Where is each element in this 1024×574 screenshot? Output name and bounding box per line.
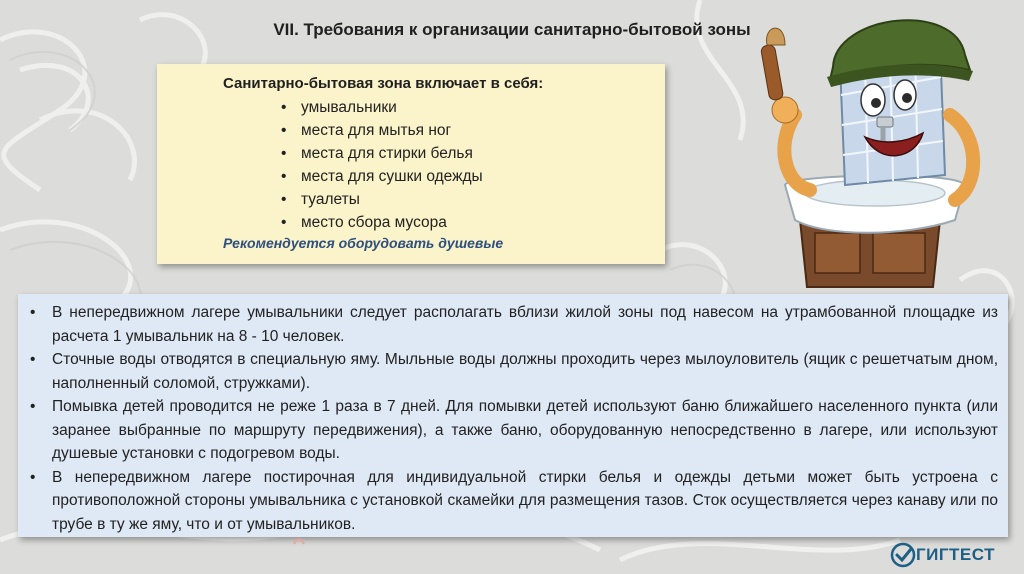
list-item: • места для стирки белья: [281, 145, 473, 162]
washbasin-mascot-illustration: [755, 5, 990, 295]
list-item: • место сбора мусора: [281, 214, 447, 231]
list-item: • туалеты: [281, 191, 360, 208]
list-item: • Сточные воды отводятся в специальную яму. Мыльные воды должны проходить через мылоуловитель (ящик с решетчатым дном, наполненный соломой, стружками).: [30, 351, 998, 392]
zone-list: [223, 96, 665, 234]
slide-title: VII. Требования к организации санитарно-бытовой зоны: [273, 20, 751, 39]
gigtest-logo: [890, 541, 995, 569]
list-item: • места для сушки одежды: [281, 168, 483, 185]
decorative-mark: [292, 536, 306, 546]
list-item: • В непередвижном лагере постирочная для индивидуальной стирки белья и одежды детьми может быть устроена с противоположной стороны умывальника с установкой скамейки для размещения тазов. Сток осуществляется через канаву или по трубе в ту же яму, что и от умывальников.: [30, 468, 998, 533]
list-item: • В непередвижном лагере умывальники следует располагать вблизи жилой зоны под навесом на утрамбованной площадке из расчета 1 умывальник на 8 - 10 человек.: [30, 304, 998, 345]
list-item: • умывальники: [281, 99, 397, 116]
logo-checkmark-icon: [890, 542, 916, 568]
list-item: • Помывка детей проводится не реже 1 раза в 7 дней. Для помывки детей используют баню ближайшего населенного пункта (или заранее выбранные по маршруту передвижения), а также баню, оборудованную непосредственно в лагере, или используют душевые установки с подогревом воды.: [30, 398, 998, 462]
list-item: • места для мытья ног: [281, 122, 452, 139]
sanitary-zone-box: [157, 64, 665, 264]
requirements-info-box: [18, 294, 1008, 537]
requirements-list: [28, 301, 998, 536]
zone-heading: Санитарно-бытовая зона включает в себя:: [223, 75, 544, 92]
shower-recommendation-note: Рекомендуется оборудовать душевые: [223, 235, 504, 251]
logo-text: ГИГТЕСТ: [916, 545, 995, 564]
